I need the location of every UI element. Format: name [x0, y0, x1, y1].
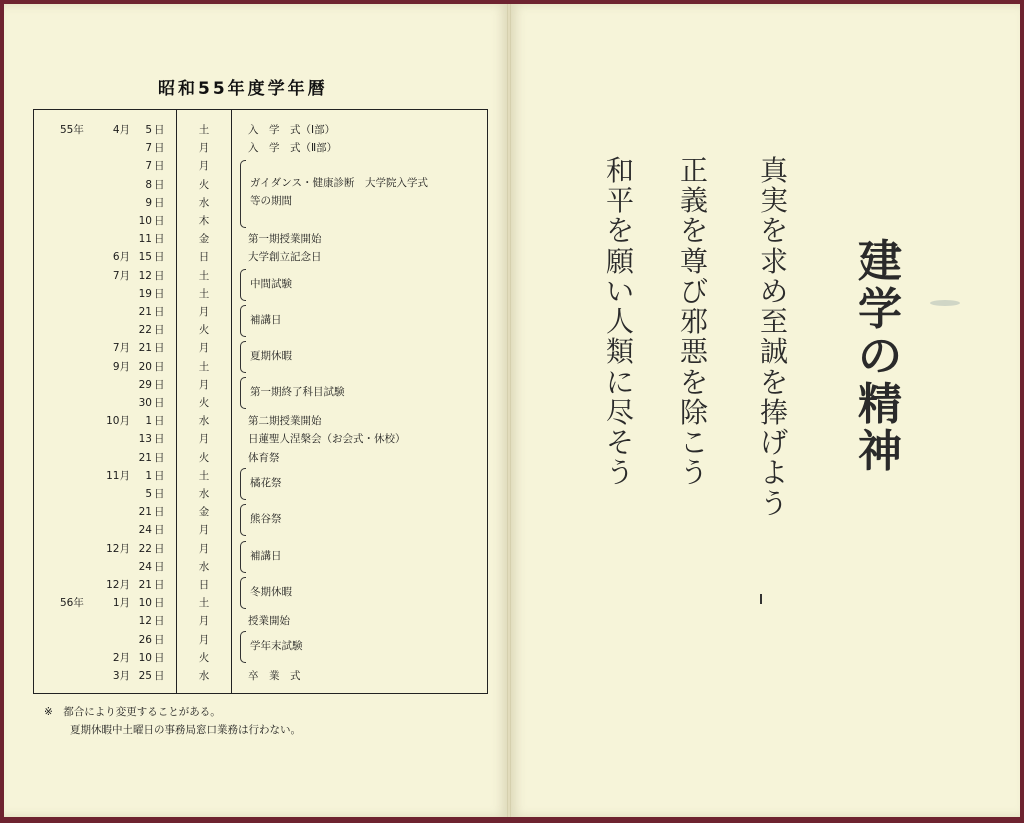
calligraphy-char: 真: [760, 154, 789, 187]
calligraphy-char: 求: [760, 244, 789, 278]
row-event: 大学創立記念日: [248, 251, 322, 264]
row-weekday: 月: [198, 142, 210, 155]
row-day-unit: 日: [154, 615, 165, 628]
row-month: 9月: [112, 360, 130, 373]
brace-term1-exam: [240, 377, 246, 409]
event-tachibana-festival: 橘花祭: [250, 477, 282, 489]
row-day: 1: [145, 415, 152, 428]
calligraphy-char: を: [760, 214, 789, 248]
row-event: 体育祭: [248, 451, 280, 464]
brace-makeup-1: [240, 305, 246, 337]
calendar-table: [33, 109, 488, 694]
row-day-unit: 日: [154, 160, 165, 173]
calendar-row: [34, 212, 489, 230]
event-guidance-line1: ガイダンス・健康診断 大学院入学式: [250, 177, 428, 189]
calligraphy-char: を: [680, 214, 709, 248]
row-day: 15: [138, 251, 152, 264]
brace-final-exam: [240, 631, 246, 663]
row-weekday: 日: [198, 251, 210, 264]
calendar-row: [34, 412, 489, 430]
brace-kumagaya: [240, 504, 246, 536]
calligraphy-char: 願: [606, 244, 635, 278]
calligraphy-char: 建: [858, 236, 902, 287]
row-day-unit: 日: [154, 433, 165, 446]
calendar-row: [34, 667, 489, 685]
row-day-unit: 日: [154, 324, 165, 337]
row-weekday: 月: [198, 342, 210, 355]
row-event: 第二期授業開始: [248, 415, 322, 428]
row-weekday: 火: [198, 397, 210, 409]
row-day: 10: [138, 651, 152, 664]
calligraphy-char: び: [680, 274, 709, 308]
brace-makeup-2: [240, 541, 246, 573]
row-event: 授業開始: [248, 615, 290, 628]
event-summer-break: 夏期休暇: [250, 350, 292, 362]
row-weekday: 土: [198, 597, 210, 610]
calligraphy-char: う: [606, 456, 635, 490]
event-guidance-line2: 等の期間: [250, 195, 292, 207]
row-day: 5: [145, 488, 152, 500]
row-day-unit: 日: [154, 524, 165, 537]
calligraphy-char: げ: [760, 426, 789, 460]
row-day-unit: 日: [154, 633, 165, 646]
row-day-unit: 日: [154, 415, 165, 428]
calendar-row: [34, 449, 489, 467]
row-month: 11月: [106, 469, 130, 482]
row-weekday: 金: [198, 506, 210, 519]
calligraphy-char: を: [606, 214, 635, 248]
calligraphy-char: い: [606, 274, 635, 308]
row-day: 21: [138, 579, 152, 591]
row-day: 26: [138, 633, 152, 646]
row-weekday: 月: [198, 524, 210, 537]
row-weekday: 水: [198, 670, 210, 682]
row-month: 10月: [106, 415, 130, 428]
ink-mark: [760, 594, 762, 604]
row-day: 7: [145, 160, 152, 173]
event-midterm: 中間試験: [250, 278, 292, 290]
calligraphy-char: う: [680, 456, 709, 490]
row-weekday: 月: [198, 160, 210, 173]
row-day-unit: 日: [154, 651, 165, 664]
calligraphy-char: 類: [606, 335, 635, 369]
calligraphy-char: 邪: [680, 305, 709, 339]
row-day: 12: [138, 269, 152, 282]
row-day-unit: 日: [154, 196, 165, 209]
row-weekday: 土: [198, 287, 210, 300]
row-event: 入 学 式（Ⅰ部）: [248, 124, 336, 136]
row-day-unit: 日: [154, 397, 165, 409]
calligraphy-char: 平: [606, 184, 635, 218]
row-weekday: 火: [198, 324, 210, 337]
calendar-row: [34, 139, 489, 157]
row-day: 8: [145, 178, 152, 191]
row-weekday: 木: [198, 215, 210, 227]
calligraphy-char: 神: [858, 426, 902, 478]
calligraphy-char: 学: [858, 283, 902, 335]
row-day-unit: 日: [154, 178, 165, 191]
brace-winter: [240, 577, 246, 609]
row-weekday: 日: [198, 579, 210, 591]
event-kumagaya-festival: 熊谷祭: [250, 513, 282, 525]
calendar-row: [34, 157, 489, 175]
row-weekday: 土: [198, 124, 210, 136]
row-day: 12: [138, 615, 152, 628]
row-month: 2月: [112, 651, 130, 664]
row-day-unit: 日: [154, 251, 165, 264]
row-weekday: 水: [198, 488, 210, 500]
book-gutter: [507, 4, 511, 817]
row-year: 56年: [60, 597, 84, 610]
note-line-1: ※ 都合により変更することがある。: [44, 706, 221, 718]
row-year: 55年: [60, 124, 84, 136]
row-day-unit: 日: [154, 124, 165, 136]
row-day-unit: 日: [154, 560, 165, 573]
row-weekday: 水: [198, 196, 210, 209]
calendar-title: 昭和55年度学年暦: [158, 79, 328, 99]
row-day: 22: [138, 542, 152, 555]
calligraphy-char: に: [606, 365, 635, 399]
row-day-unit: 日: [154, 579, 165, 591]
calligraphy-char: 誠: [760, 335, 789, 369]
brace-summer: [240, 341, 246, 373]
calligraphy-char: 精: [858, 378, 902, 430]
event-final-exam: 学年末試験: [250, 640, 303, 652]
event-makeup-2: 補講日: [250, 550, 282, 562]
calendar-row: [34, 121, 489, 139]
row-day: 10: [138, 597, 152, 610]
row-day: 29: [138, 378, 152, 391]
row-day-unit: 日: [154, 469, 165, 482]
row-day: 21: [138, 342, 152, 355]
calligraphy-char: 悪: [680, 335, 709, 369]
row-day: 21: [138, 306, 152, 318]
calligraphy-char: を: [680, 365, 709, 399]
row-day-unit: 日: [154, 451, 165, 464]
row-day-unit: 日: [154, 233, 165, 246]
row-day: 19: [138, 287, 152, 300]
row-day-unit: 日: [154, 342, 165, 355]
row-weekday: 月: [198, 306, 210, 318]
row-day: 11: [138, 233, 152, 246]
row-day: 10: [138, 215, 152, 227]
calligraphy-char: そ: [606, 426, 635, 460]
row-weekday: 土: [198, 360, 210, 373]
row-weekday: 水: [198, 560, 210, 573]
row-weekday: 月: [198, 633, 210, 646]
calligraphy-char: め: [760, 274, 789, 308]
row-day: 7: [145, 142, 152, 155]
calligraphy-char: の: [858, 331, 902, 383]
row-day: 21: [138, 506, 152, 519]
row-day: 9: [145, 196, 152, 209]
row-month: 12月: [106, 542, 130, 555]
calligraphy-char: 捧: [760, 395, 789, 429]
calendar-row: [34, 612, 489, 630]
row-event: 入 学 式（Ⅱ部）: [248, 142, 338, 155]
row-month: 4月: [112, 124, 130, 136]
calligraphy-char: 義: [680, 184, 709, 218]
row-weekday: 火: [198, 451, 210, 464]
row-event: 日蓮聖人涅槃会（お会式・休校）: [248, 433, 406, 446]
spirit-line-1: [760, 156, 788, 519]
row-month: 6月: [112, 251, 130, 264]
row-month: 1月: [112, 597, 130, 610]
row-event: 第一期授業開始: [248, 233, 322, 246]
event-term1-exam: 第一期終了科目試験: [250, 386, 345, 398]
row-day-unit: 日: [154, 269, 165, 282]
row-day: 5: [145, 124, 152, 136]
row-day-unit: 日: [154, 597, 165, 610]
event-makeup-1: 補講日: [250, 314, 282, 326]
calligraphy-char: う: [760, 486, 789, 520]
row-day: 24: [138, 560, 152, 573]
row-weekday: 月: [198, 615, 210, 628]
spirit-line-2: [680, 156, 708, 489]
row-day: 24: [138, 524, 152, 537]
row-day-unit: 日: [154, 506, 165, 519]
spirit-title: [858, 238, 902, 476]
row-day: 30: [138, 397, 152, 409]
brace-tachibana: [240, 468, 246, 500]
row-day-unit: 日: [154, 670, 165, 682]
row-weekday: 土: [198, 469, 210, 482]
row-day: 1: [145, 469, 152, 482]
row-day: 22: [138, 324, 152, 337]
row-weekday: 月: [198, 433, 210, 446]
calligraphy-char: 尊: [680, 244, 709, 278]
row-weekday: 金: [198, 233, 210, 246]
row-month: 7月: [112, 342, 130, 355]
row-month: 12月: [106, 579, 130, 591]
row-month: 7月: [112, 269, 130, 282]
row-day-unit: 日: [154, 142, 165, 155]
row-day-unit: 日: [154, 215, 165, 227]
row-weekday: 月: [198, 542, 210, 555]
row-weekday: 火: [198, 651, 210, 664]
brace-midterm: [240, 269, 246, 301]
calendar-row: [34, 248, 489, 266]
event-winter-break: 冬期休暇: [250, 586, 292, 598]
calligraphy-char: 人: [606, 305, 635, 339]
calligraphy-char: 実: [760, 184, 789, 218]
calendar-row: [34, 230, 489, 248]
calligraphy-char: 正: [680, 154, 709, 187]
row-day-unit: 日: [154, 306, 165, 318]
note-line-2: 夏期休暇中土曜日の事務局窓口業務は行わない。: [70, 724, 301, 736]
row-day-unit: 日: [154, 378, 165, 391]
row-day-unit: 日: [154, 542, 165, 555]
calligraphy-char: 尽: [606, 395, 635, 429]
row-day: 21: [138, 451, 152, 464]
row-weekday: 月: [198, 378, 210, 391]
calligraphy-char: こ: [680, 426, 709, 460]
row-day-unit: 日: [154, 360, 165, 373]
row-day: 13: [138, 433, 152, 446]
row-day-unit: 日: [154, 287, 165, 300]
calligraphy-char: よ: [760, 456, 789, 490]
calligraphy-char: 至: [760, 305, 789, 339]
calendar-row: [34, 430, 489, 448]
calligraphy-char: 除: [680, 395, 709, 429]
row-month: 3月: [112, 670, 130, 682]
spirit-line-3: [606, 156, 634, 489]
row-weekday: 水: [198, 415, 210, 428]
paper-speck: [930, 300, 960, 306]
row-weekday: 火: [198, 178, 210, 191]
row-weekday: 土: [198, 269, 210, 282]
brace-guidance: [240, 160, 246, 228]
row-event: 卒 業 式: [248, 670, 301, 682]
row-day-unit: 日: [154, 488, 165, 500]
calligraphy-char: を: [760, 365, 789, 399]
row-day: 20: [138, 360, 152, 373]
row-day: 25: [138, 670, 152, 682]
calligraphy-char: 和: [606, 154, 635, 187]
